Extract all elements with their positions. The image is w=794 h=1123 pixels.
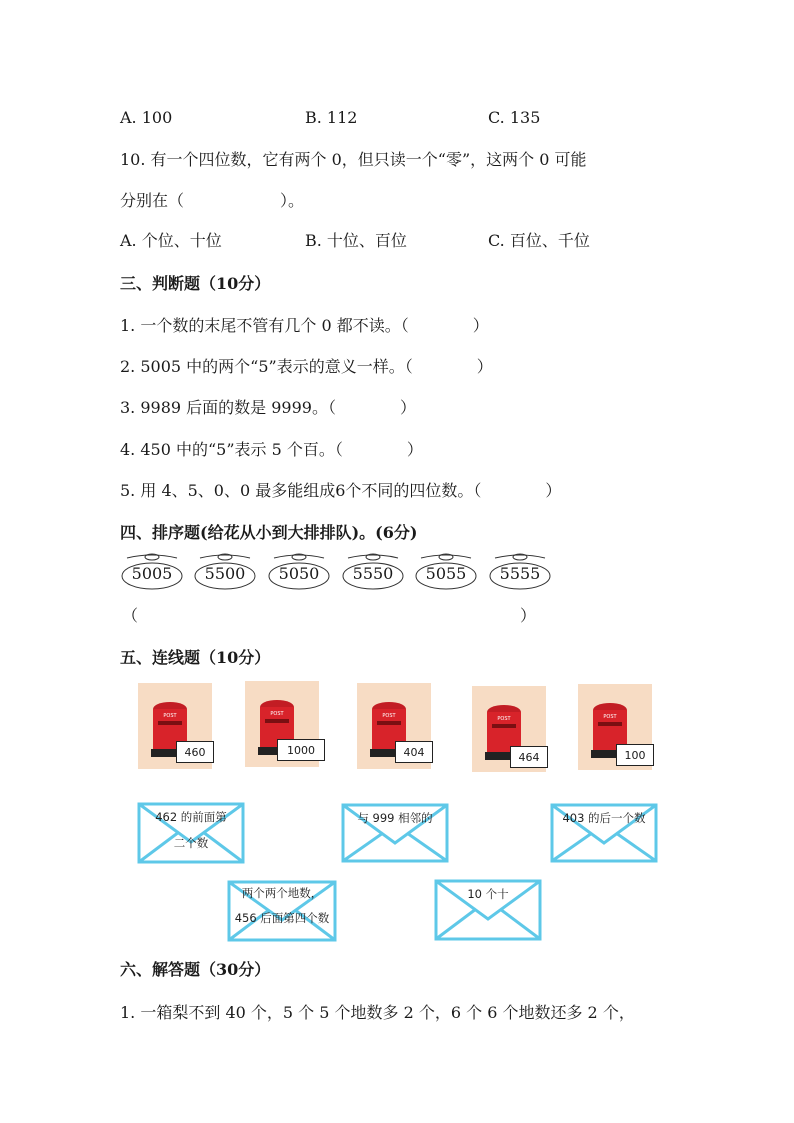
mailbox-number: 464: [510, 746, 548, 768]
mailbox-card: [245, 681, 319, 767]
flower-label: 5005: [131, 564, 173, 583]
q10-text-line1: 10. 有一个四位数，它有两个 0，但只读一个“零”，这两个 0 可能: [120, 150, 587, 169]
solve-q1-text: 1. 一箱梨不到 40 个，5 个 5 个地数多 2 个，6 个 6 个地数还多 2 个，: [120, 1003, 635, 1022]
flower-label: 5555: [499, 564, 541, 583]
q10-text-line2: 分别在（ ）。: [120, 191, 305, 210]
q9-option-b: B. 112: [305, 108, 358, 127]
sort-answer-close: ）: [520, 606, 537, 625]
judge-item-3: 3. 9989 后面的数是 9999。（ ）: [120, 398, 416, 417]
envelope-text-line2: 二个数: [173, 836, 209, 850]
svg-text:POST: POST: [163, 713, 177, 719]
envelope-text-line1: 462 的前面第: [155, 810, 227, 824]
envelope-text-line1: 与 999 相邻的: [357, 811, 433, 825]
envelope-text-line2: 456 后面第四个数: [234, 911, 330, 925]
q10-option-a: A. 个位、十位: [120, 231, 222, 250]
flower-number: [119, 553, 185, 591]
judge-item-4: 4. 450 中的“5”表示 5 个百。（ ）: [120, 440, 423, 459]
judge-item-5: 5. 用 4、5、0、0 最多能组成6个不同的四位数。（ ）: [120, 481, 562, 500]
q9-option-c: C. 135: [488, 108, 541, 127]
judge-item-1: 1. 一个数的末尾不管有几个 0 都不读。（ ）: [120, 316, 489, 335]
mailbox-card: [357, 683, 431, 769]
svg-text:POST: POST: [603, 714, 617, 720]
q10-option-c: C. 百位、千位: [488, 231, 590, 250]
mailbox-card: [138, 683, 212, 769]
mailbox-card: [578, 684, 652, 770]
sort-answer-open: （: [122, 606, 139, 625]
envelope-card: [137, 802, 245, 864]
flower-label: 5050: [278, 564, 320, 583]
envelope-text-line1: 两个两个地数，: [241, 886, 323, 900]
flower-label: 5550: [352, 564, 394, 583]
svg-text:POST: POST: [270, 711, 284, 717]
section4-heading: 四、排序题(给花从小到大排排队)。(6分): [120, 523, 418, 542]
flower-number: [192, 553, 258, 591]
mailbox-number: 1000: [277, 739, 325, 761]
q10-option-b: B. 十位、百位: [305, 231, 407, 250]
mailbox-number: 404: [395, 741, 433, 763]
svg-text:POST: POST: [497, 716, 511, 722]
envelope-card: [434, 879, 542, 941]
mailbox-number: 100: [616, 744, 654, 766]
judge-item-2: 2. 5005 中的两个“5”表示的意义一样。（ ）: [120, 357, 493, 376]
svg-text:POST: POST: [382, 713, 396, 719]
envelope-card: [550, 803, 658, 863]
envelope-card: [227, 880, 337, 942]
q9-option-a: A. 100: [120, 108, 173, 127]
flower-number: [340, 553, 406, 591]
mailbox-card: [472, 686, 546, 772]
mailbox-number: 460: [176, 741, 214, 763]
envelope-text-line1: 403 的后一个数: [562, 811, 646, 825]
flower-label: 5055: [425, 564, 467, 583]
flower-label: 5500: [204, 564, 246, 583]
envelope-card: [341, 803, 449, 863]
section5-heading: 五、连线题（10分）: [120, 648, 271, 667]
envelope-text-line1: 10 个十: [467, 887, 509, 901]
flower-number: [266, 553, 332, 591]
flower-number: [487, 553, 553, 591]
section6-heading: 六、解答题（30分）: [120, 960, 271, 979]
section3-heading: 三、判断题（10分）: [120, 274, 271, 293]
flower-number: [413, 553, 479, 591]
